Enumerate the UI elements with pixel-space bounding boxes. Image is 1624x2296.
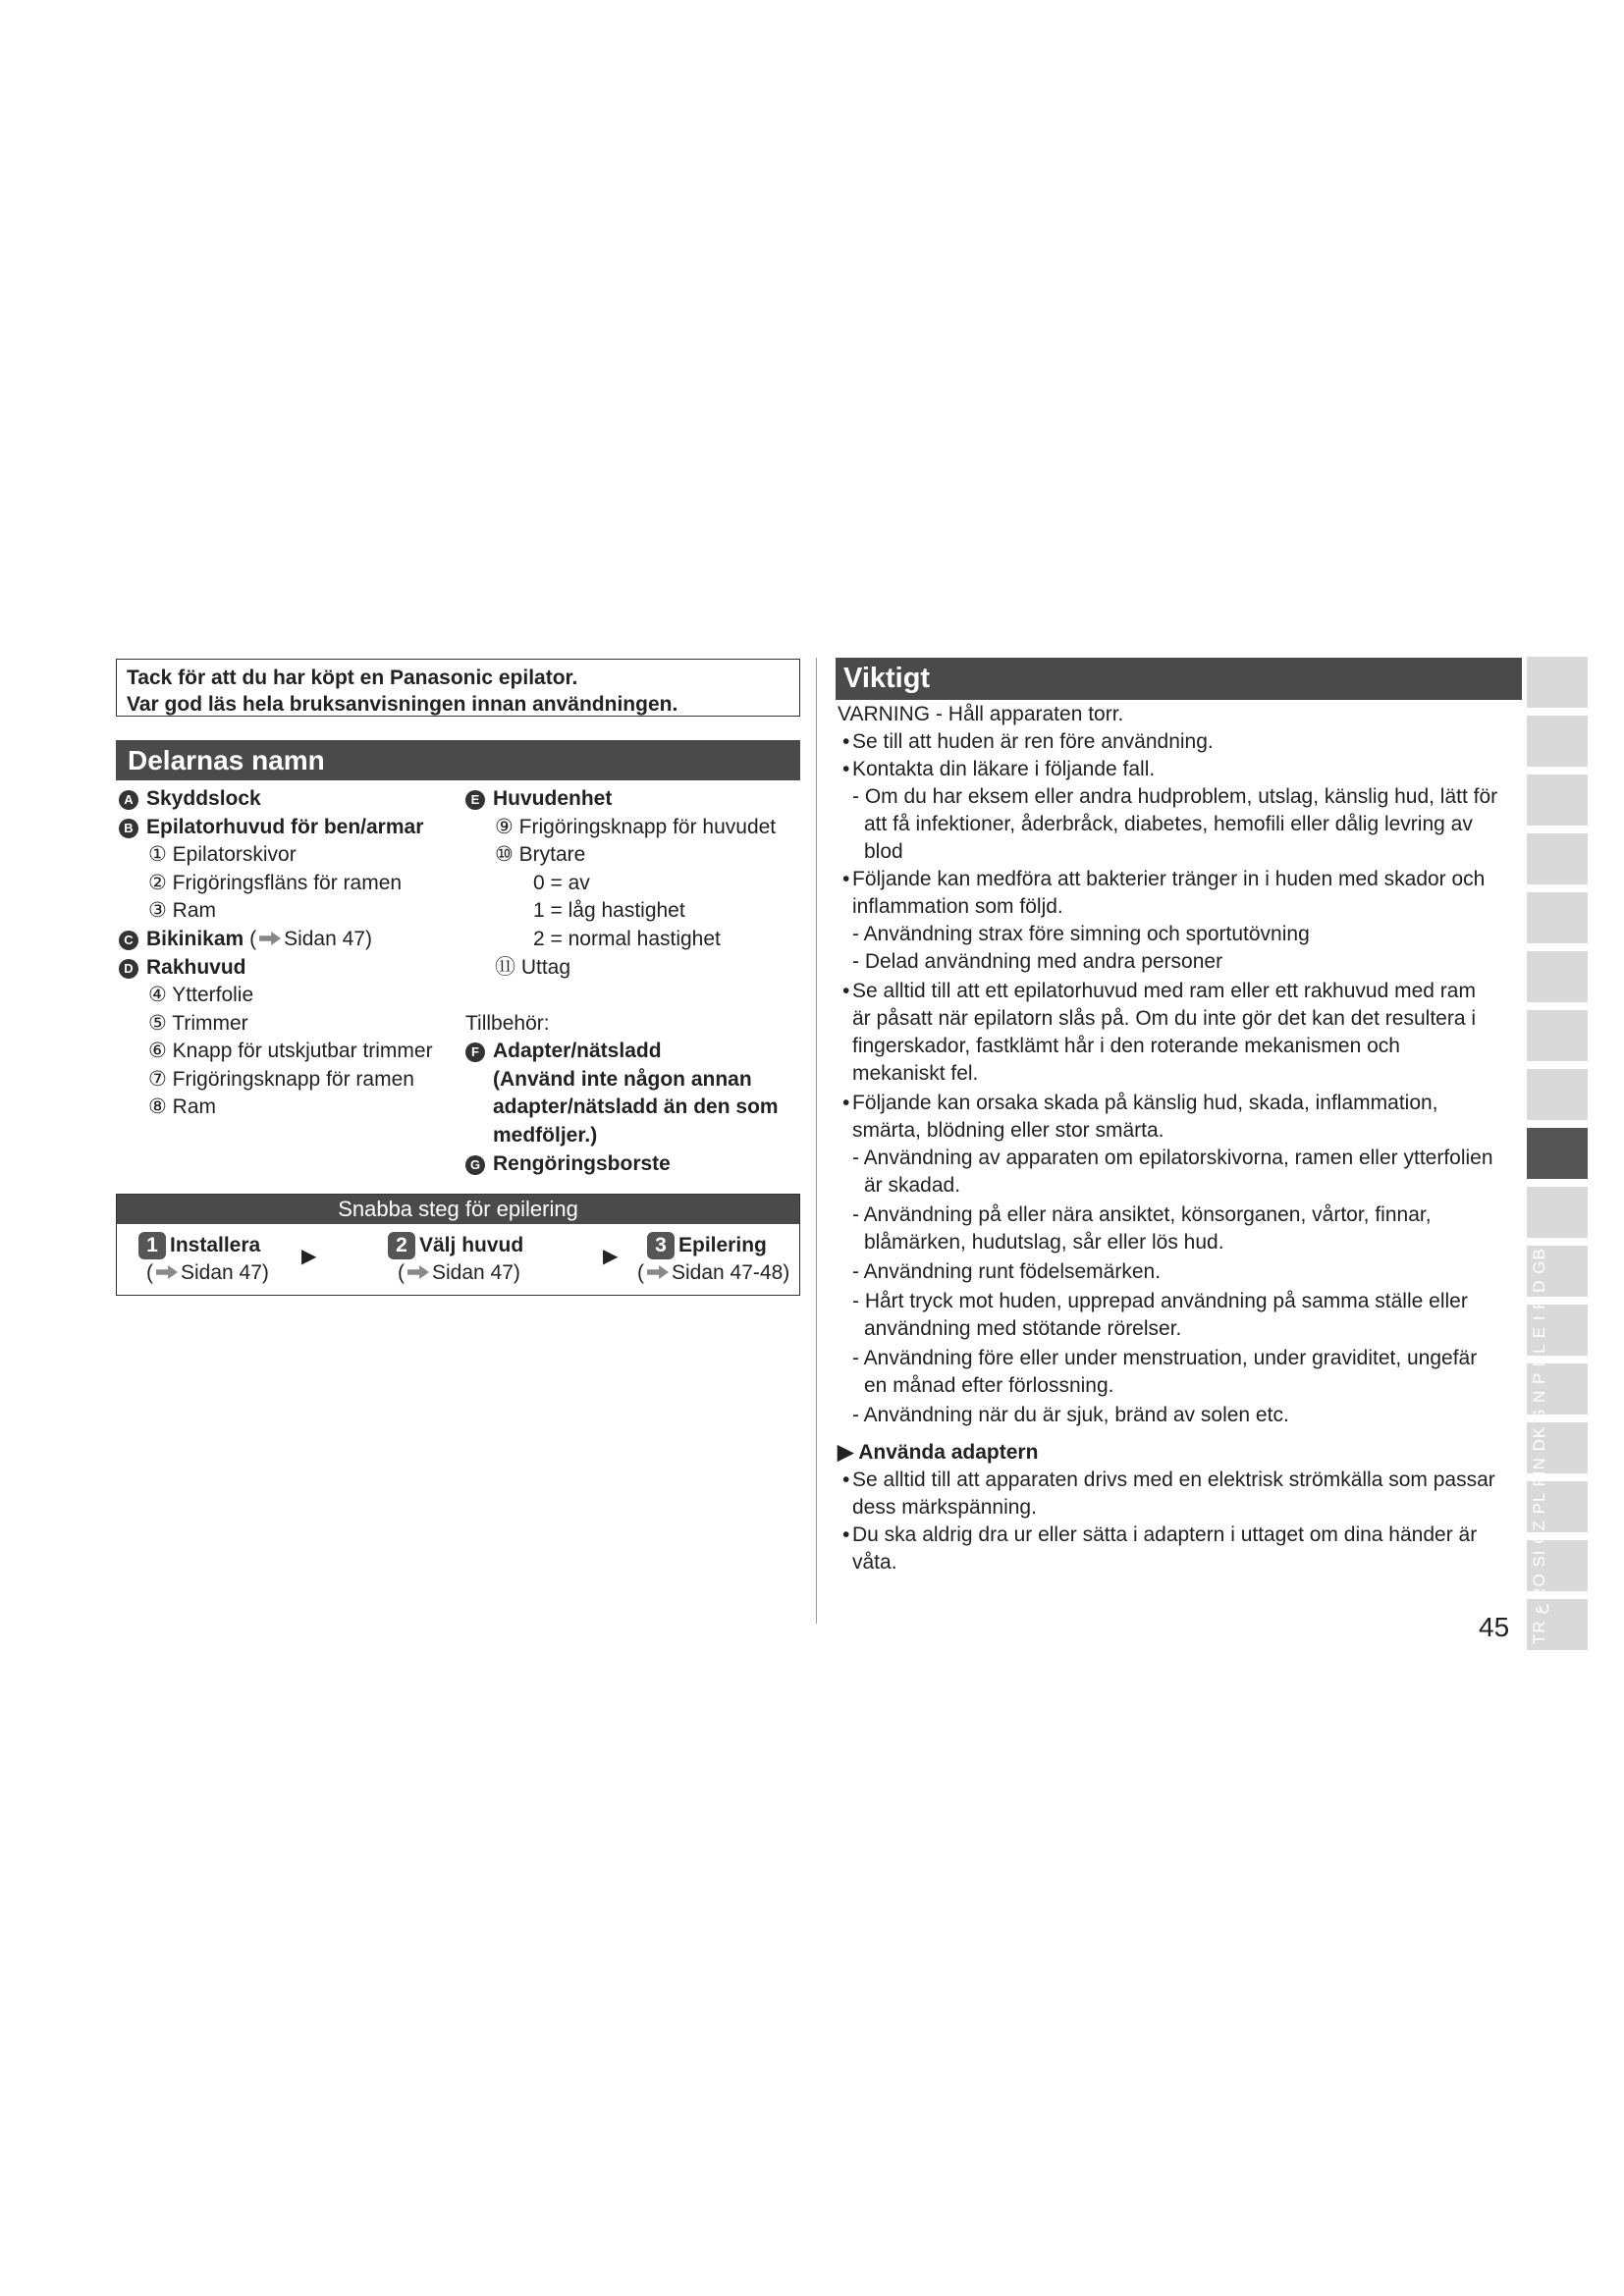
bullet-dot: • bbox=[842, 868, 850, 890]
column-divider bbox=[816, 658, 817, 1624]
line-18: - Användning på eller nära ansiktet, könsorganen, vårtor, finnar, bbox=[852, 1203, 1432, 1226]
switch-1: 1 = låg hastighet bbox=[533, 899, 685, 922]
line-7: inflammation som följd. bbox=[852, 895, 1063, 918]
part-D-item-6: ⑥ Knapp för utskjutbar trimmer bbox=[148, 1040, 433, 1062]
part-F-note-2: adapter/nätsladd än den som bbox=[493, 1095, 779, 1118]
step-1-label: Installera bbox=[170, 1234, 261, 1256]
bullet-4 bbox=[842, 978, 1476, 1005]
bullet-5 bbox=[842, 1090, 1438, 1117]
step-3-label: Epilering bbox=[678, 1234, 767, 1256]
part-F-note-1: (Använd inte någon annan bbox=[493, 1068, 752, 1091]
step-3-ref-open: ( bbox=[637, 1261, 644, 1284]
line-12: fingerskador, fastklämt hår i den roterande mekanismen och bbox=[852, 1035, 1400, 1057]
page-number: 45 bbox=[1479, 1612, 1510, 1642]
page-pointer-icon bbox=[407, 1265, 429, 1279]
part-F-label: Adapter/nätsladd bbox=[493, 1040, 662, 1062]
part-D-item-8: ⑧ Ram bbox=[148, 1095, 216, 1118]
step-1 bbox=[138, 1232, 260, 1259]
language-tab-active[interactable] bbox=[1527, 1128, 1588, 1179]
line-20: - Användning runt födelsemärken. bbox=[852, 1260, 1162, 1283]
step-1-ref-text: Sidan 47) bbox=[181, 1261, 269, 1284]
part-B-item-1: ① Epilatorskivor bbox=[148, 843, 297, 866]
line-24: en månad efter förlossning. bbox=[864, 1374, 1114, 1397]
bullet-dot: • bbox=[842, 758, 850, 780]
bullet-3-text: Följande kan medföra att bakterier tränger in i huden med skador och bbox=[852, 868, 1486, 890]
part-A-label: Skyddslock bbox=[146, 787, 261, 810]
line-17: är skadad. bbox=[864, 1174, 961, 1197]
part-F-note-3: medföljer.) bbox=[493, 1124, 598, 1147]
accessories-label: Tillbehör: bbox=[465, 1012, 550, 1035]
line-13: mekaniskt fel. bbox=[852, 1062, 979, 1085]
step-3-ref-text: Sidan 47-48) bbox=[672, 1261, 790, 1284]
switch-2: 2 = normal hastighet bbox=[533, 928, 721, 950]
part-E bbox=[465, 785, 612, 812]
line-23: - Användning före eller under menstruation, under graviditet, ungefär bbox=[852, 1347, 1478, 1369]
bullet-dot: • bbox=[842, 730, 850, 753]
line-21: - Hårt tryck mot huden, upprepad användning på samma ställe eller bbox=[852, 1290, 1468, 1312]
part-B-item-2: ② Frigöringsfläns för ramen bbox=[148, 872, 403, 894]
part-G bbox=[465, 1150, 671, 1177]
intro-line-1: Tack för att du har köpt en Panasonic epilator. bbox=[127, 667, 578, 689]
quick-steps-box bbox=[116, 1194, 800, 1296]
badge-G: G bbox=[465, 1155, 485, 1175]
step-3-ref bbox=[637, 1259, 789, 1286]
warning-line: VARNING - Håll apparaten torr. bbox=[838, 703, 1124, 725]
adapter-bullet-1-text: Se alltid till att apparaten drivs med en elektrisk strömkälla som passar bbox=[852, 1468, 1495, 1491]
bullet-dot: • bbox=[842, 1523, 850, 1546]
page-pointer-icon bbox=[156, 1265, 178, 1279]
badge-B: B bbox=[119, 819, 138, 838]
part-D-item-5: ⑤ Trimmer bbox=[148, 1012, 248, 1035]
part-D-item-4: ④ Ytterfolie bbox=[148, 984, 254, 1006]
language-tab[interactable] bbox=[1527, 951, 1588, 1002]
pointer-right-icon: ▶ bbox=[838, 1441, 854, 1464]
bullet-5-text: Följande kan orsaka skada på känslig hud, skada, inflammation, bbox=[852, 1092, 1438, 1114]
step-2-number: 2 bbox=[388, 1232, 415, 1259]
badge-A: A bbox=[119, 790, 138, 810]
line-25: - Användning när du är sjuk, bränd av solen etc. bbox=[852, 1404, 1289, 1426]
part-A bbox=[119, 785, 261, 812]
language-tab[interactable] bbox=[1527, 1010, 1588, 1061]
arrow-right-icon: ▶ bbox=[301, 1246, 317, 1267]
step-2-ref bbox=[398, 1259, 520, 1286]
adapter-heading-text: Använda adaptern bbox=[858, 1441, 1039, 1464]
step-2-label: Välj huvud bbox=[419, 1234, 524, 1256]
language-codes bbox=[1530, 1222, 1551, 1644]
important-section-title: Viktigt bbox=[836, 658, 1522, 700]
line-19: blåmärken, hudutslag, sår eller lös hud. bbox=[864, 1231, 1224, 1254]
intro-box bbox=[116, 659, 800, 717]
adapter-heading bbox=[838, 1439, 1038, 1467]
line-16: - Användning av apparaten om epilatorskivorna, ramen eller ytterfolien bbox=[852, 1147, 1493, 1169]
line-9: - Delad användning med andra personer bbox=[852, 950, 1223, 973]
step-1-ref bbox=[146, 1259, 269, 1286]
step-3 bbox=[647, 1232, 767, 1259]
part-D bbox=[119, 954, 246, 981]
part-C bbox=[119, 926, 372, 952]
part-D-item-7: ⑦ Frigöringsknapp för ramen bbox=[148, 1068, 414, 1091]
line-4: att få infektioner, åderbråck, diabetes, hemofili eller dålig levring av bbox=[864, 813, 1473, 835]
part-C-ref: Sidan 47) bbox=[284, 928, 372, 950]
badge-F: F bbox=[465, 1042, 485, 1062]
step-2-ref-open: ( bbox=[398, 1261, 405, 1284]
bullet-dot: • bbox=[842, 1468, 850, 1491]
adapter-line-2: dess märkspänning. bbox=[852, 1496, 1037, 1519]
part-E-item-9: ⑨ Frigöringsknapp för huvudet bbox=[495, 816, 777, 838]
arrow-right-icon: ▶ bbox=[603, 1246, 619, 1267]
part-C-label: Bikinikam bbox=[146, 928, 244, 950]
adapter-bullet-1 bbox=[842, 1467, 1495, 1494]
page-pointer-icon bbox=[647, 1265, 669, 1279]
part-E-label: Huvudenhet bbox=[493, 787, 613, 810]
bullet-1 bbox=[842, 728, 1214, 756]
line-3: - Om du har eksem eller andra hudproblem, utslag, känslig hud, lätt för bbox=[852, 785, 1498, 808]
part-F bbox=[465, 1038, 662, 1064]
part-C-ref-open: ( bbox=[249, 928, 257, 950]
part-B-item-3: ③ Ram bbox=[148, 899, 216, 922]
line-22: användning med stötande rörelser. bbox=[864, 1317, 1182, 1340]
step-1-number: 1 bbox=[138, 1232, 166, 1259]
line-15: smärta, blödning eller stor smärta. bbox=[852, 1119, 1164, 1142]
line-5: blod bbox=[864, 840, 903, 863]
part-E-item-10: ⑩ Brytare bbox=[495, 843, 586, 866]
bullet-dot: • bbox=[842, 980, 850, 1002]
bullet-3 bbox=[842, 866, 1486, 893]
language-tab[interactable] bbox=[1527, 1069, 1588, 1120]
badge-C: C bbox=[119, 931, 138, 950]
language-tab[interactable] bbox=[1527, 892, 1588, 943]
line-8: - Användning strax före simning och sportutövning bbox=[852, 923, 1310, 945]
part-D-label: Rakhuvud bbox=[146, 956, 246, 979]
step-3-number: 3 bbox=[647, 1232, 675, 1259]
switch-0: 0 = av bbox=[533, 872, 590, 894]
intro-line-2: Var god läs hela bruksanvisningen innan användningen. bbox=[127, 693, 678, 716]
badge-D: D bbox=[119, 959, 138, 979]
step-2-ref-text: Sidan 47) bbox=[432, 1261, 520, 1284]
bullet-4-text: Se alltid till att ett epilatorhuvud med ram eller ett rakhuvud med ram bbox=[852, 980, 1476, 1002]
language-codes-text: TR ﻉ RO SI CZ PL FIN DK S N P NL E I F D GB bbox=[1530, 1248, 1548, 1644]
line-11: är påsatt när epilatorn slås på. Om du inte gör det kan det resultera i bbox=[852, 1007, 1477, 1030]
bullet-2-text: Kontakta din läkare i följande fall. bbox=[852, 758, 1156, 780]
bullet-1-text: Se till att huden är ren före användning. bbox=[852, 730, 1214, 753]
part-B bbox=[119, 814, 423, 840]
language-tab[interactable] bbox=[1527, 833, 1588, 884]
bullet-dot: • bbox=[842, 1092, 850, 1114]
part-B-label: Epilatorhuvud för ben/armar bbox=[146, 816, 424, 838]
part-E-item-11: ⑪ Uttag bbox=[495, 956, 571, 979]
quick-steps-title: Snabba steg för epilering bbox=[117, 1195, 799, 1224]
language-tab[interactable] bbox=[1527, 774, 1588, 826]
language-tab[interactable] bbox=[1527, 716, 1588, 767]
adapter-line-4: våta. bbox=[852, 1551, 897, 1574]
badge-E: E bbox=[465, 790, 485, 810]
step-1-ref-open: ( bbox=[146, 1261, 153, 1284]
parts-section-title: Delarnas namn bbox=[116, 740, 800, 780]
part-G-label: Rengöringsborste bbox=[493, 1152, 671, 1175]
adapter-bullet-2-text: Du ska aldrig dra ur eller sätta i adaptern i uttaget om dina händer är bbox=[852, 1523, 1478, 1546]
language-tab[interactable] bbox=[1527, 657, 1588, 708]
page-pointer-icon bbox=[259, 932, 281, 945]
bullet-2 bbox=[842, 756, 1156, 783]
step-2 bbox=[388, 1232, 523, 1259]
adapter-bullet-2 bbox=[842, 1522, 1478, 1549]
